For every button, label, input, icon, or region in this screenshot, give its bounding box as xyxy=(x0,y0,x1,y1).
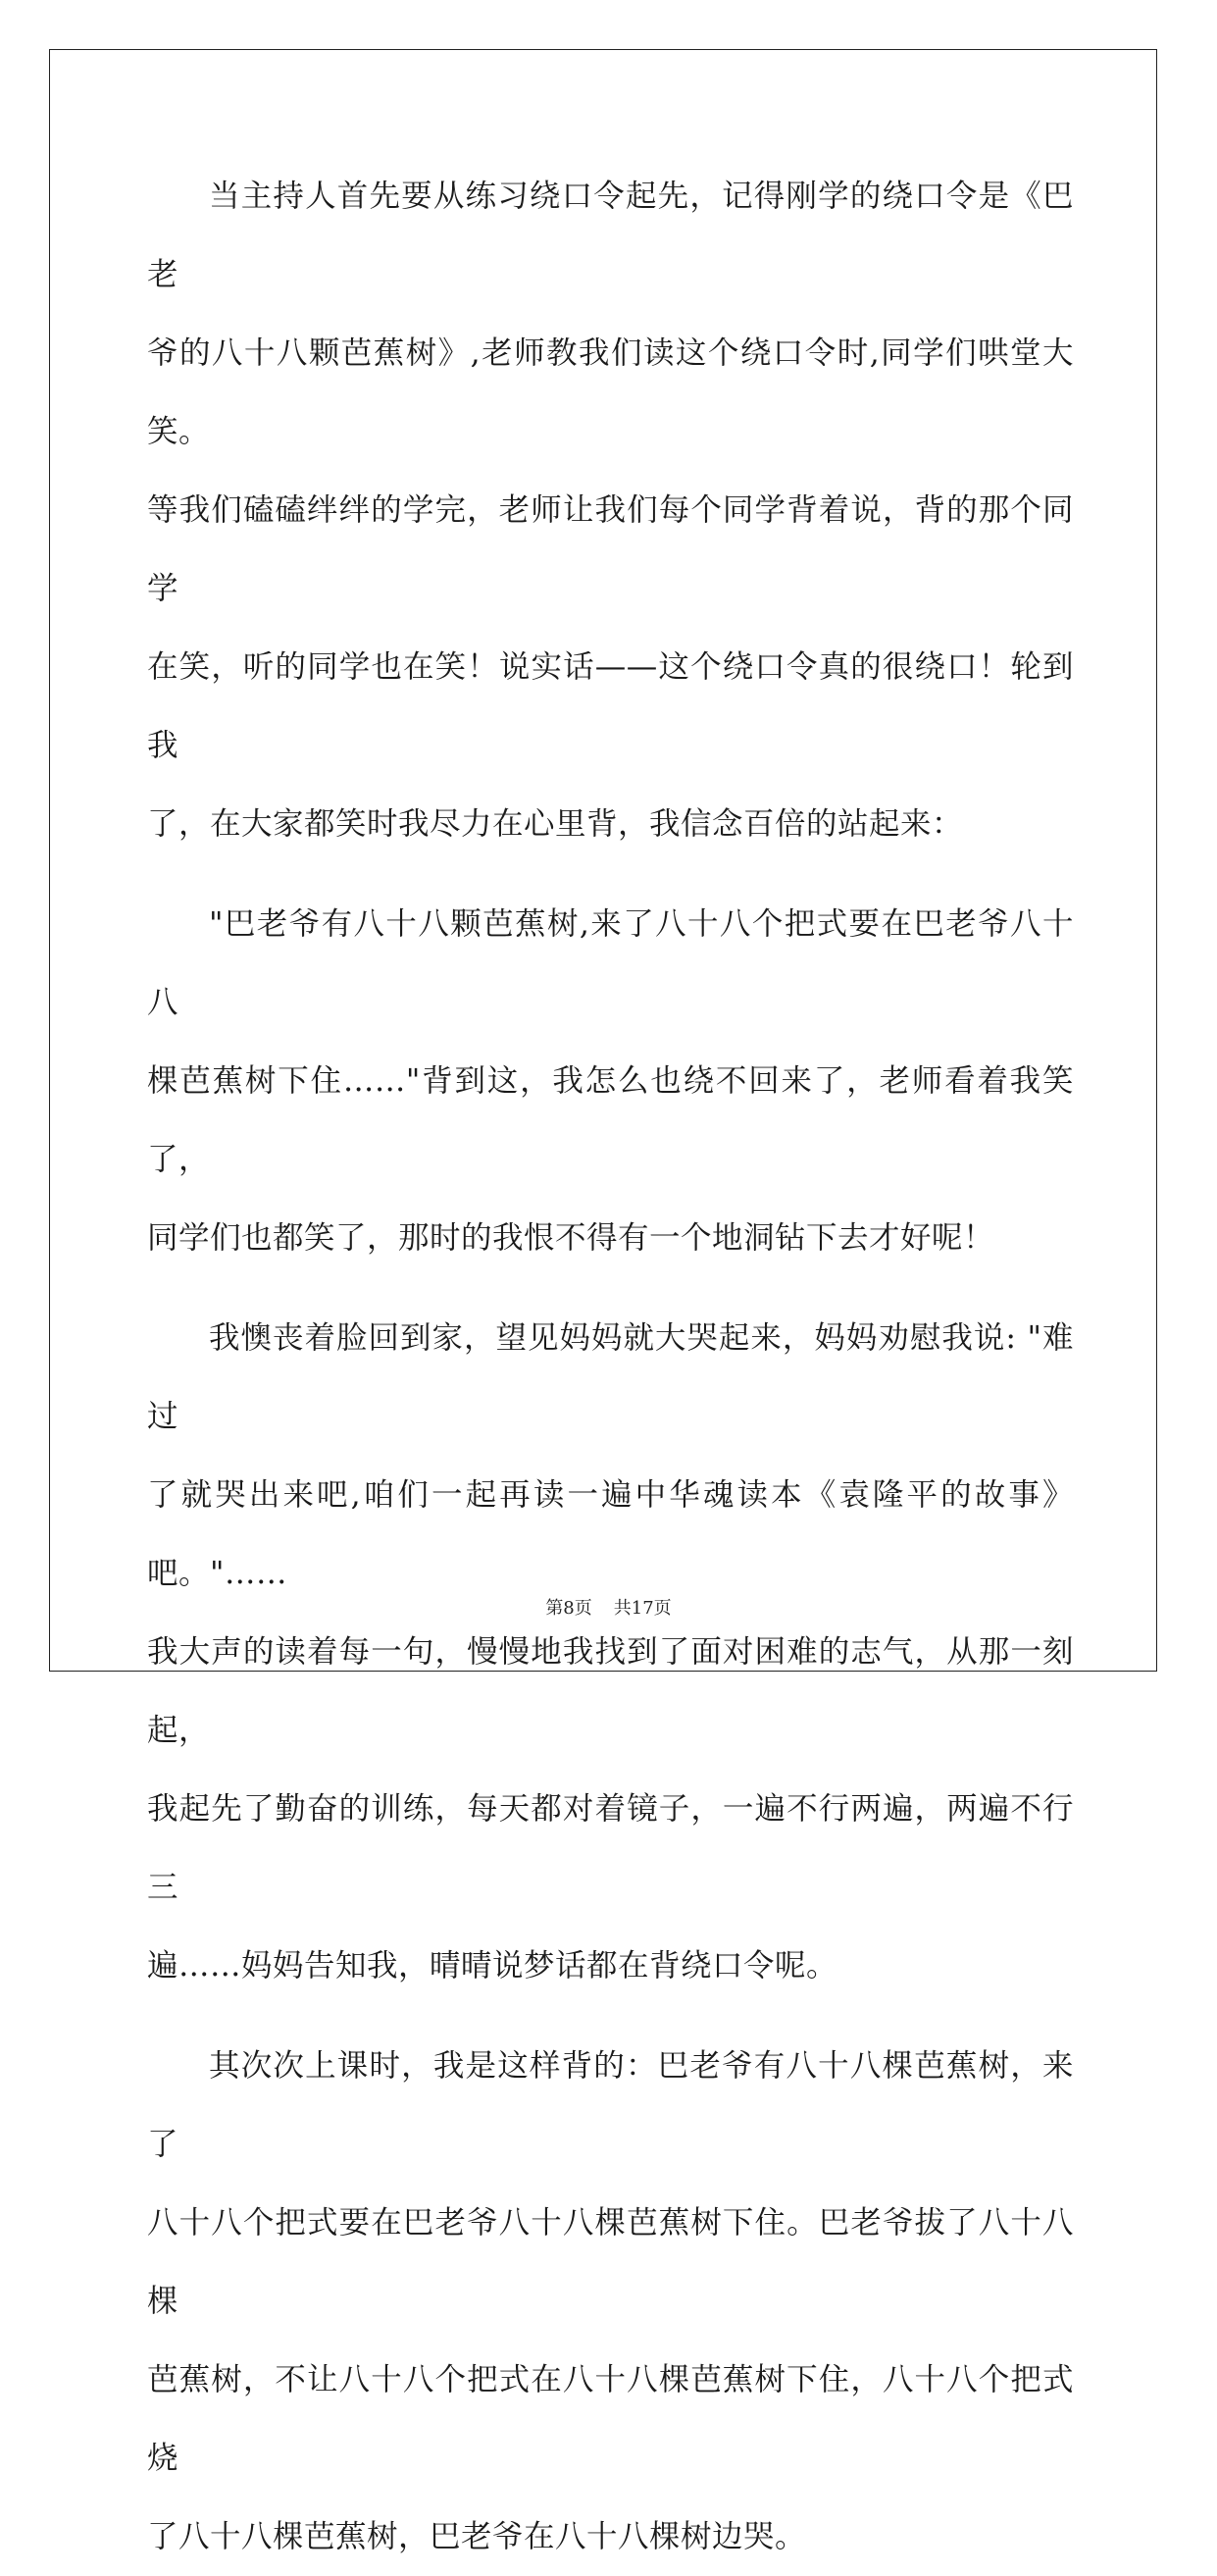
page-number: 第8页 xyxy=(545,1598,592,1619)
paragraph-2: "巴老爷有八十八颗芭蕉树,来了八十八个把式要在巴老爷八十八 棵芭蕉树下住……"背到这，我怎么也绕不回来了，老师看着我笑了， 同学们也都笑了，那时的我恨不得有一个地洞钻下去才好呢！ xyxy=(147,906,1074,1256)
paragraph-3: 我懊丧着脸回到家，望见妈妈就大哭起来，妈妈劝慰我说: "难过 了就哭出来吧,咱们一起再读一遍中华魂读本《袁隆平的故事》吧。"…… 我大声的读着每一句，慢慢地我找到了面对困难的志气，从那一刻起， 我起先了勤奋的训练，每天都对着镜子，一遍不行两遍，两遍不行三 遍……妈妈告知我，晴晴说梦话都在背绕口令呢。 xyxy=(147,1320,1074,1984)
document-body xyxy=(147,157,1074,2576)
paragraph-4: 其次次上课时，我是这样背的：巴老爷有八十八棵芭蕉树，来了 八十八个把式要在巴老爷八十八棵芭蕉树下住。巴老爷拔了八十八棵 芭蕉树，不让八十八个把式在八十八棵芭蕉树下住，八十八个把式烧 了八十八棵芭蕉树，巴老爷在八十八棵树边哭。 xyxy=(147,2048,1074,2554)
paragraph-1: 当主持人首先要从练习绕口令起先，记得刚学的绕口令是《巴老 爷的八十八颗芭蕉树》,老师教我们读这个绕口令时,同学们哄堂大笑。 等我们磕磕绊绊的学完，老师让我们每个同学背着说，背的那个同学 在笑，听的同学也在笑！说实话——这个绕口令真的很绕口！轮到我 了，在大家都笑时我尽力在心里背，我信念百倍的站起来： xyxy=(147,179,1074,842)
page-footer xyxy=(0,1594,1217,1620)
page-total: 共17页 xyxy=(613,1598,672,1619)
